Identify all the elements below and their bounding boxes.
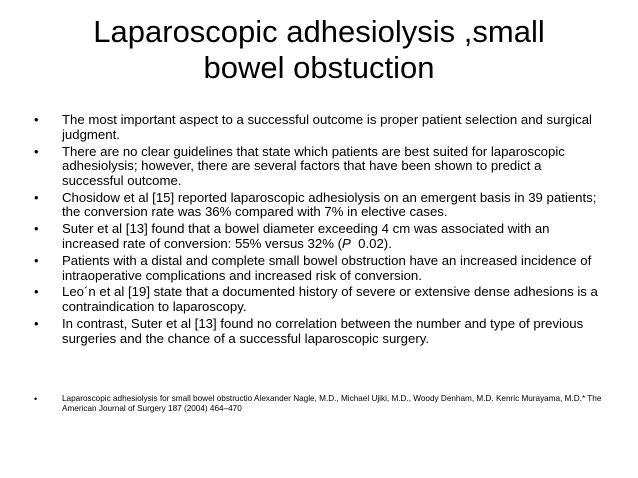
title-line-2: bowel obstuction (203, 50, 435, 85)
bullet-text: Patients with a distal and complete small bowel obstruction have an increased incidence of intraoperative complications and increased risk of conversion. (62, 252, 592, 283)
title-line-1: Laparoscopic adhesiolysis ,small (93, 14, 545, 49)
bullet-list (34, 113, 604, 349)
bullet-text: The most important aspect to a successful outcome is proper patient selection and surgical judgment. (62, 112, 592, 142)
bullet-text: Chosidow et al [15] reported laparoscopic adhesiolysis on an emergent basis in 39 patients; the conversion rate was 36% compared with 7% in elective cases. (62, 189, 597, 220)
reference-list (34, 394, 604, 414)
bullet-item (34, 285, 604, 314)
bullet-text-part: 0.02). (350, 235, 392, 251)
reference-item (34, 394, 604, 414)
bullet-text: Leo´n et al [19] state that a documented history of severe or extensive dense adhesions is a contraindication to laparoscopy. (62, 284, 598, 315)
bullet-icon: • (34, 189, 39, 205)
bullet-text-part: Suter et al [13] found that a bowel diameter exceeding 4 cm was associated with an increased rate of conversion: 55% versus 32% ( (62, 221, 550, 251)
slide-title (20, 14, 618, 86)
bullet-icon: • (34, 221, 39, 237)
bullet-item (34, 254, 604, 283)
reference-text: Laparoscopic adhesiolysis for small bowel obstructio Alexander Nagle, M.D., Michael Ujiki, M.D., Woody Denham, M.D. Kenric Murayama, M.D.* The American Journal of Surgery 187 (2004) 464–470 (62, 394, 602, 413)
bullet-icon: • (34, 112, 39, 127)
p-value-symbol: P (342, 235, 351, 251)
bullet-icon: • (34, 252, 39, 268)
bullet-icon: • (34, 394, 38, 404)
bullet-text (62, 221, 550, 251)
bullet-item (34, 191, 604, 220)
bullet-text: In contrast, Suter et al [13] found no correlation between the number and type of previous surgeries and the chance of a successful laparoscopic surgery. (62, 316, 584, 346)
bullet-icon: • (34, 284, 39, 300)
bullet-item (34, 222, 604, 251)
bullet-icon: • (34, 143, 39, 159)
bullet-item (34, 317, 604, 346)
bullet-item (34, 113, 604, 142)
bullet-icon: • (34, 316, 39, 332)
bullet-item (34, 145, 604, 189)
bullet-text: There are no clear guidelines that state which patients are best suited for laparoscopic adhesiolysis; however, there are several factors that have been shown to predict a successful outcome. (62, 143, 565, 188)
